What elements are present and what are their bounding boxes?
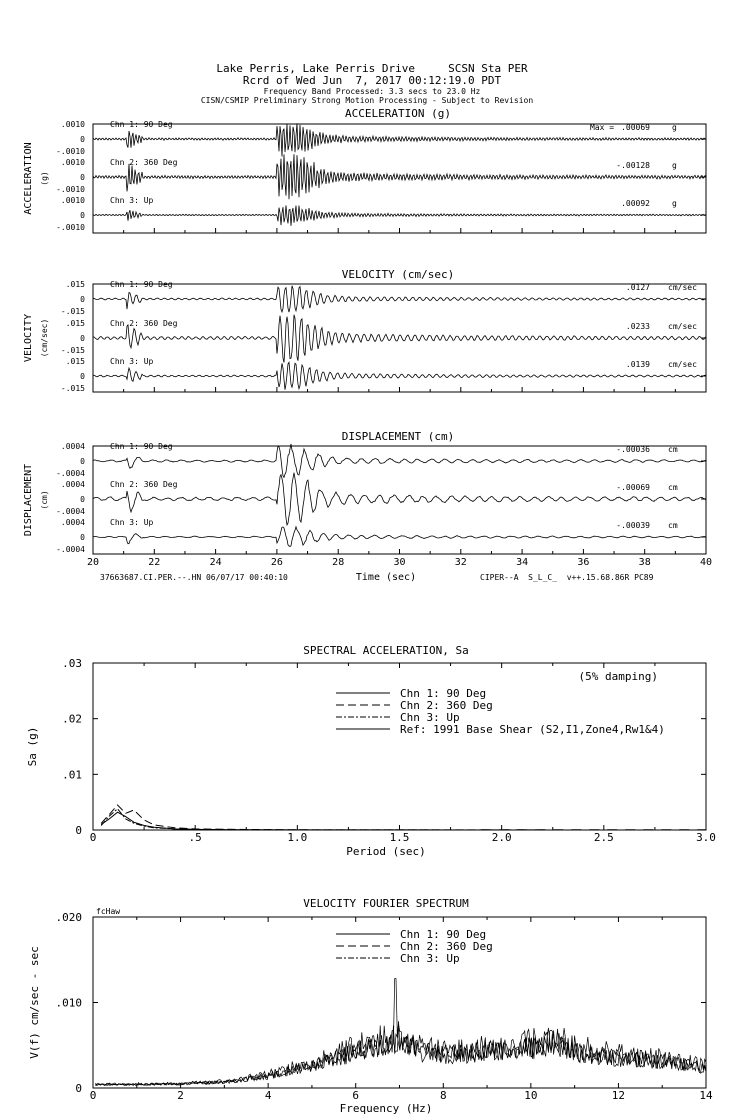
trace-3	[93, 527, 706, 547]
footer-right: CIPER--A S_L_C_ v++.15.68.86R PC89	[480, 573, 654, 582]
panel-yunit: (g)	[40, 171, 49, 186]
panel-yunit: (cm)	[40, 490, 49, 510]
peak-value: -.00039	[616, 521, 650, 530]
y-tick-label: .01	[62, 768, 82, 782]
peak-value: -.00069	[616, 483, 650, 492]
y-tick-label: .0004	[60, 480, 85, 489]
channel-label: Chn 3: Up	[110, 196, 154, 205]
channel-label: Chn 1: 90 Deg	[110, 120, 173, 129]
trace-3	[93, 362, 706, 389]
y-tick-label: -.0010	[56, 185, 85, 194]
panel-yunit: (cm/sec)	[40, 318, 49, 358]
y-tick-label: 0	[80, 457, 85, 466]
y-axis-label: V(f) cm/sec - sec	[28, 946, 41, 1059]
peak-unit: cm/sec	[668, 360, 697, 369]
y-tick-label: .015	[65, 319, 85, 328]
x-tick-label: 3.0	[696, 831, 716, 844]
y-tick-label: .0010	[60, 158, 85, 167]
x-tick-label: 2.5	[593, 831, 614, 844]
trace-2	[93, 315, 706, 363]
peak-value: .0139	[625, 360, 650, 369]
y-tick-label: -.0004	[56, 545, 85, 554]
x-tick-label: 6	[352, 1089, 360, 1102]
x-axis-label: Frequency (Hz)	[339, 1102, 433, 1115]
trace-1	[93, 286, 706, 312]
peak-unit: g	[672, 199, 677, 208]
header-line4: CISN/CSMIP Preliminary Strong Motion Processing - Subject to Revision	[200, 96, 534, 105]
channel-label: Chn 1: 90 Deg	[110, 280, 173, 289]
y-tick-label: .015	[65, 280, 85, 289]
y-tick-label: 0	[80, 295, 85, 304]
trace-2	[93, 154, 706, 199]
x-tick-label: 8	[439, 1089, 447, 1102]
y-tick-label: -.0010	[56, 147, 85, 156]
header-line3: Frequency Band Processed: 3.3 secs to 23.0 Hz	[263, 87, 481, 96]
y-tick-label: 0	[80, 495, 85, 504]
x-tick-label: 38	[638, 557, 651, 568]
x-tick-label: 36	[577, 557, 590, 568]
x-tick-label: 22	[148, 557, 161, 568]
y-tick-label: 0	[80, 135, 85, 144]
damping-note: (5% damping)	[578, 670, 658, 683]
y-tick-label: 0	[80, 211, 85, 220]
panel-ylabel: ACCELERATION	[23, 142, 34, 215]
legend-label: Chn 2: 360 Deg	[400, 940, 493, 953]
channel-label: Chn 3: Up	[110, 357, 154, 366]
chart-title: SPECTRAL ACCELERATION, Sa	[303, 644, 469, 657]
peak-value: .00069	[621, 123, 650, 132]
y-axis-label: Sa (g)	[26, 726, 39, 767]
y-tick-label: -.015	[60, 307, 85, 316]
x-axis-label: Period (sec)	[346, 845, 426, 858]
y-tick-label: 0	[80, 173, 85, 182]
x-tick-label: 32	[454, 557, 467, 568]
peak-unit: cm	[668, 483, 678, 492]
fourier-curve-1	[95, 979, 706, 1086]
x-tick-label: 4	[264, 1089, 272, 1102]
legend-label: Chn 1: 90 Deg	[400, 687, 487, 700]
max-prefix: Max =	[590, 123, 615, 132]
x-axis-label: Time (sec)	[355, 572, 417, 583]
sa-curve-2	[101, 805, 706, 830]
y-tick-label: 0	[75, 1082, 82, 1095]
x-tick-label: 30	[393, 557, 406, 568]
panel-title: DISPLACEMENT (cm)	[341, 430, 455, 443]
x-tick-label: 0	[89, 1089, 97, 1102]
y-tick-label: .020	[55, 911, 82, 924]
panel-ylabel: DISPLACEMENT	[23, 463, 34, 537]
chart-title: VELOCITY FOURIER SPECTRUM	[303, 897, 469, 910]
panel-ylabel: VELOCITY	[23, 313, 34, 363]
x-tick-label: 1.0	[287, 831, 308, 844]
y-tick-label: .02	[62, 712, 82, 726]
channel-label: Chn 2: 360 Deg	[110, 158, 178, 167]
legend-label: Ref: 1991 Base Shear (S2,I1,Zone4,Rw1&4)	[400, 723, 665, 736]
y-tick-label: -.0004	[56, 507, 85, 516]
sa-curve-3	[101, 809, 706, 830]
x-tick-label: 34	[516, 557, 529, 568]
channel-label: Chn 2: 360 Deg	[110, 480, 178, 489]
y-tick-label: .0010	[60, 120, 85, 129]
x-tick-label: 20	[86, 557, 100, 568]
channel-label: Chn 3: Up	[110, 518, 154, 527]
footer-left: 37663687.CI.PER.--.HN 06/07/17 00:40:10	[100, 573, 288, 582]
peak-unit: g	[672, 161, 677, 170]
x-tick-label: 2	[177, 1089, 184, 1102]
corner-label: fcHaw	[96, 907, 121, 916]
y-tick-label: .0010	[60, 196, 85, 205]
trace-3	[93, 205, 706, 225]
y-tick-label: -.015	[60, 346, 85, 355]
peak-value: -.00128	[616, 161, 650, 170]
y-tick-label: .0004	[60, 442, 85, 451]
trace-1	[93, 444, 706, 477]
peak-unit: cm/sec	[668, 322, 697, 331]
y-tick-label: 0	[75, 824, 82, 837]
y-tick-label: -.015	[60, 384, 85, 393]
x-tick-label: .5	[188, 831, 202, 844]
legend-label: Chn 1: 90 Deg	[400, 928, 487, 941]
y-tick-label: 0	[80, 533, 85, 542]
panel-title: VELOCITY (cm/sec)	[341, 268, 455, 281]
legend-label: Chn 3: Up	[400, 711, 460, 724]
x-tick-label: 10	[524, 1089, 538, 1102]
y-tick-label: 0	[80, 372, 85, 381]
y-tick-label: .0004	[60, 518, 85, 527]
x-tick-label: 28	[332, 557, 345, 568]
channel-label: Chn 2: 360 Deg	[110, 319, 178, 328]
y-tick-label: -.0010	[56, 223, 85, 232]
y-tick-label: .03	[62, 657, 82, 670]
peak-unit: cm	[668, 521, 678, 530]
header-line2: Rcrd of Wed Jun 7, 2017 00:12:19.0 PDT	[242, 74, 502, 87]
x-tick-label: 26	[270, 557, 283, 568]
channel-label: Chn 1: 90 Deg	[110, 442, 173, 451]
y-tick-label: .015	[65, 357, 85, 366]
x-tick-label: 14	[699, 1089, 713, 1102]
legend-label: Chn 3: Up	[400, 952, 460, 965]
x-tick-label: 2.0	[491, 831, 512, 844]
legend-label: Chn 2: 360 Deg	[400, 699, 493, 712]
y-tick-label: 0	[80, 334, 85, 343]
fourier-curve-2	[95, 1021, 706, 1085]
y-tick-label: .010	[55, 996, 82, 1010]
x-tick-label: 1.5	[389, 831, 410, 844]
peak-value: .0233	[625, 322, 650, 331]
y-tick-label: -.0004	[56, 469, 85, 478]
peak-unit: g	[672, 123, 677, 132]
panel-title: ACCELERATION (g)	[345, 107, 451, 120]
peak-value: .00092	[621, 199, 650, 208]
peak-value: .0127	[625, 283, 650, 292]
sa-curve-1	[101, 812, 706, 830]
x-tick-label: 24	[209, 557, 222, 568]
peak-unit: cm/sec	[668, 283, 697, 292]
fourier-curve-3	[95, 1025, 706, 1086]
header-line1: Lake Perris, Lake Perris Drive SCSN Sta PER	[216, 62, 528, 75]
peak-unit: cm	[668, 445, 678, 454]
x-tick-label: 40	[699, 557, 713, 568]
peak-value: -.00036	[616, 445, 650, 454]
x-tick-label: 12	[611, 1089, 626, 1102]
trace-2	[93, 473, 706, 525]
x-tick-label: 0	[89, 831, 97, 844]
